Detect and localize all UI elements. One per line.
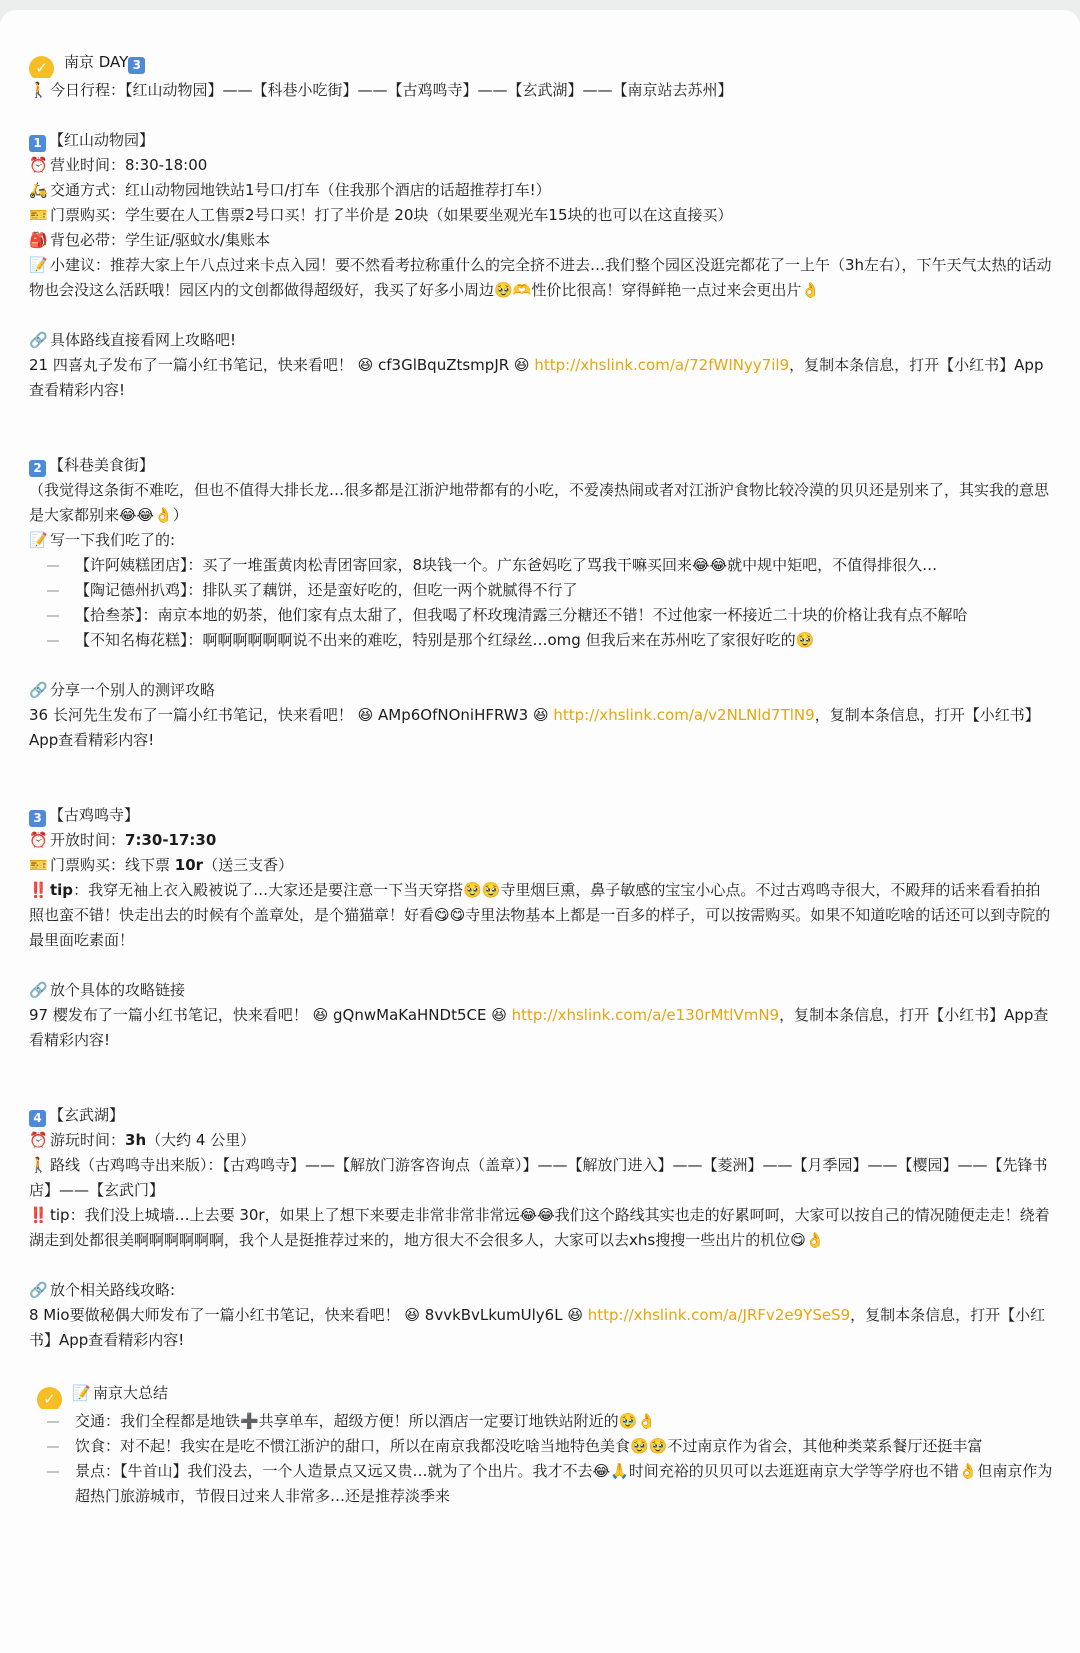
transport-text: 交通方式：红山动物园地铁站1号口/打车（住我那个酒店的话超推荐打车!） xyxy=(50,181,551,199)
list-item xyxy=(29,553,1054,578)
double-exclamation-icon: ‼️ xyxy=(29,1206,48,1224)
share-prefix: 21 四喜丸子发布了一篇小红书笔记，快来看吧！ 😆 cf3GlBquZtsmpJR 😆 xyxy=(29,356,535,374)
section-heading-lake xyxy=(29,1103,1054,1128)
advice-paragraph xyxy=(29,253,1054,303)
guide-link-title-text: 放个具体的攻略链接 xyxy=(50,981,186,999)
share-suffix: ，复制本条信息，打开【小红书】App查看精彩内容! xyxy=(29,1006,1049,1049)
share-prefix: 8 Mio要做秘偶大师发布了一篇小红书笔记，快来看吧！ 😆 8vvkBvLkumUly6L 😆 xyxy=(29,1306,588,1324)
ticket-text: 门票购买：学生要在人工售票2号口买！打了半价是 20块（如果要坐观光车15块的也可以在这直接买） xyxy=(50,206,733,224)
route-text: 路线（古鸡鸣寺出来版）：【古鸡鸣寺】——【解放门游客咨询点（盖章）】——【解放门进入】——【菱洲】——【月季园】——【樱园】——【先锋书店】——【玄武门】 xyxy=(29,1156,1048,1199)
share-link[interactable]: http://xhslink.com/a/e130rMtlVmN9 xyxy=(511,1006,780,1024)
check-icon: ✓ xyxy=(29,56,54,78)
list-item-text: 【陶记德州扒鸡】：排队买了藕饼，还是蛮好吃的，但吃一两个就腻得不行了 xyxy=(75,581,578,599)
list-item xyxy=(29,603,1054,628)
itinerary-line xyxy=(29,78,1054,103)
time-label: 游玩时间： xyxy=(50,1131,126,1149)
share-suffix: ，复制本条信息，打开【小红书】App查看精彩内容! xyxy=(29,1306,1046,1349)
ticket-label: 门票购买：线下票 xyxy=(50,856,175,874)
itinerary-text: 今日行程：【红山动物园】——【科巷小吃街】——【古鸡鸣寺】——【玄武湖】——【南京站去苏州】 xyxy=(50,81,733,99)
section-heading-text: 【红山动物园】 xyxy=(49,131,155,149)
day-title-text: 南京 DAY xyxy=(64,53,129,71)
bottom-fade xyxy=(0,1613,1080,1653)
summary-title xyxy=(29,1378,1054,1409)
hours-value: 7:30-17:30 xyxy=(125,831,217,849)
ticket-icon: 🎫 xyxy=(29,206,48,224)
link-icon: 🔗 xyxy=(29,1281,48,1299)
list-item-text: 【拾叁茶】：南京本地的奶茶，他们家有点太甜了，但我喝了杯玫瑰清露三分糖还不错！不过他家一杯接近二十块的价格让我有点不解哈 xyxy=(75,606,968,624)
ate-list-title-text: 写一下我们吃了的: xyxy=(50,531,176,549)
scooter-icon: 🛵 xyxy=(29,181,48,199)
memo-icon: 📝 xyxy=(29,256,48,274)
summary-item-text: 饮食：对不起！我实在是吃不惯江浙沪的甜口，所以在南京我都没吃啥当地特色美食🥹🥹不过南京作为省会，其他种类菜系餐厅还挺丰富 xyxy=(75,1437,983,1455)
list-item xyxy=(29,628,1054,653)
review-link-title-text: 分享一个别人的测评攻略 xyxy=(50,681,216,699)
guide-link-title xyxy=(29,978,1054,1003)
memo-icon: 📝 xyxy=(72,1384,91,1402)
share-link[interactable]: http://xhslink.com/a/v2NLNld7TlN9 xyxy=(553,706,815,724)
time-note: （大约 4 公里） xyxy=(146,1131,256,1149)
share-suffix: ，复制本条信息，打开【小红书】App查看精彩内容! xyxy=(29,356,1044,399)
note-content xyxy=(29,47,1054,1509)
summary-item xyxy=(29,1459,1054,1509)
summary-title-text: 南京大总结 xyxy=(93,1384,169,1402)
alarm-clock-icon: ⏰ xyxy=(29,1131,48,1149)
route-link-title-text: 放个相关路线攻略: xyxy=(50,1281,176,1299)
link-icon: 🔗 xyxy=(29,331,48,349)
bag-info xyxy=(29,228,1054,253)
walking-person-icon: 🚶 xyxy=(29,1156,48,1174)
day-number-badge: 3 xyxy=(128,57,145,74)
alarm-clock-icon: ⏰ xyxy=(29,831,48,849)
visit-time xyxy=(29,1128,1054,1153)
food-street-intro xyxy=(29,478,1054,528)
section-heading-text: 【科巷美食街】 xyxy=(49,456,155,474)
opening-hours xyxy=(29,828,1054,853)
share-prefix: 97 樱发布了一篇小红书笔记，快来看吧！ 😆 gQnwMaKaHNDt5CE 😆 xyxy=(29,1006,512,1024)
section-number-badge: 1 xyxy=(29,135,46,152)
share-link[interactable]: http://xhslink.com/a/JRFv2e9YSeS9 xyxy=(587,1306,851,1324)
summary-item-text: 交通：我们全程都是地铁➕共享单车，超级方便！所以酒店一定要订地铁站附近的🥹👌 xyxy=(75,1412,657,1430)
section-heading-text: 【古鸡鸣寺】 xyxy=(49,806,140,824)
summary-item-text: 景点：【牛首山】我们没去，一个人造景点又远又贵…就为了个出片。我才不去😂🙏时间充裕的贝贝可以去逛逛南京大学等学府也不错👌但南京作为超热门旅游城市，节假日过来人非常多…还是推荐淡季来 xyxy=(75,1462,1053,1505)
guide-link-title-text: 具体路线直接看网上攻略吧! xyxy=(50,331,237,349)
tip-paragraph xyxy=(29,1203,1054,1253)
alarm-clock-icon: ⏰ xyxy=(29,156,48,174)
opening-hours xyxy=(29,153,1054,178)
route-info xyxy=(29,1153,1054,1203)
walking-person-icon: 🚶 xyxy=(29,81,48,99)
hours-text: 营业时间：8:30-18:00 xyxy=(50,156,208,174)
share-message xyxy=(29,1003,1054,1053)
advice-text: 小建议：推荐大家上午八点过来卡点入园！要不然看考拉称重什么的完全挤不进去…我们整个园区没逛完都花了一上午（3h左右），下午天气太热的话动物也会没这么活跃哦！园区内的文创都做得超级好，我买了好多小周边🥹🫶性价比很高！穿得鲜艳一点过来会更出片👌 xyxy=(29,256,1052,299)
tip-label: tip xyxy=(50,881,74,899)
section-number-badge: 2 xyxy=(29,460,46,477)
memo-icon: 📝 xyxy=(29,531,48,549)
ticket-note: （送三支香） xyxy=(203,856,294,874)
list-item-text: 【不知名梅花糕】：啊啊啊啊啊啊说不出来的难吃，特别是那个红绿丝…omg 但我后来在苏州吃了家很好吃的🥹 xyxy=(75,631,815,649)
share-link[interactable]: http://xhslink.com/a/72fWINyy7il9 xyxy=(534,356,790,374)
list-item-text: 【许阿姨糕团店】：买了一堆蛋黄肉松青团寄回家，8块钱一个。广东爸妈吃了骂我干嘛买回来😂😂就中规中矩吧，不值得排很久… xyxy=(75,556,938,574)
route-link-title xyxy=(29,1278,1054,1303)
ate-list-title xyxy=(29,528,1054,553)
share-message xyxy=(29,353,1054,403)
share-message xyxy=(29,703,1054,753)
intro-text: （我觉得这条街不难吃，但也不值得大排长龙…很多都是江浙沪地带都有的小吃，不爱凑热闹或者对江浙沪食物比较冷漠的贝贝还是别来了，其实我的意思是大家都别来😂😂👌） xyxy=(29,481,1050,524)
section-heading-zoo xyxy=(29,128,1054,153)
summary-item xyxy=(29,1409,1054,1434)
ticket-info xyxy=(29,853,1054,878)
tip-paragraph xyxy=(29,878,1054,953)
ticket-info xyxy=(29,203,1054,228)
link-icon: 🔗 xyxy=(29,981,48,999)
note-card xyxy=(0,10,1080,1653)
section-heading-text: 【玄武湖】 xyxy=(49,1106,125,1124)
double-exclamation-icon: ‼️ xyxy=(29,881,48,899)
section-number-badge: 4 xyxy=(29,1110,46,1127)
list-item xyxy=(29,578,1054,603)
share-message xyxy=(29,1303,1054,1353)
section-number-badge: 3 xyxy=(29,810,46,827)
ticket-value: 10r xyxy=(174,856,204,874)
link-icon: 🔗 xyxy=(29,681,48,699)
share-suffix: ，复制本条信息，打开【小红书】App查看精彩内容! xyxy=(29,706,1040,749)
review-link-title xyxy=(29,678,1054,703)
section-heading-food-street xyxy=(29,453,1054,478)
transport-info xyxy=(29,178,1054,203)
tip-text: tip：我们没上城墙…上去要 30r，如果上了想下来要走非常非常非常远😂😂我们这个路线其实也走的好累呵呵，大家可以按自己的情况随便走走！绕着湖走到处都很美啊啊啊啊啊啊，我个人是挺推荐过来的，地方很大不会很多人，大家可以去xhs搜搜一些出片的机位😋👌 xyxy=(29,1206,1050,1249)
section-heading-temple xyxy=(29,803,1054,828)
time-value: 3h xyxy=(125,1131,147,1149)
backpack-icon: 🎒 xyxy=(29,231,48,249)
summary-item xyxy=(29,1434,1054,1459)
bag-text: 背包必带：学生证/驱蚊水/集账本 xyxy=(50,231,271,249)
guide-link-title xyxy=(29,328,1054,353)
check-icon: ✓ xyxy=(37,1387,62,1409)
ticket-icon: 🎫 xyxy=(29,856,48,874)
day-title xyxy=(29,47,1054,78)
share-prefix: 36 长河先生发布了一篇小红书笔记，快来看吧！ 😆 AMp6OfNOniHFRW3 😆 xyxy=(29,706,554,724)
hours-label: 开放时间： xyxy=(50,831,126,849)
tip-text: ：我穿无袖上衣入殿被说了…大家还是要注意一下当天穿搭🥹🥹寺里烟巨熏，鼻子敏感的宝宝小心点。不过古鸡鸣寺很大，不殿拜的话来看看拍拍照也蛮不错！快走出去的时候有个盖章处，是个猫猫章！好看😋😋寺里法物基本上都是一百多的样子，可以按需购买。如果不知道吃啥的话还可以到寺院的最里面吃素面！ xyxy=(29,881,1051,949)
